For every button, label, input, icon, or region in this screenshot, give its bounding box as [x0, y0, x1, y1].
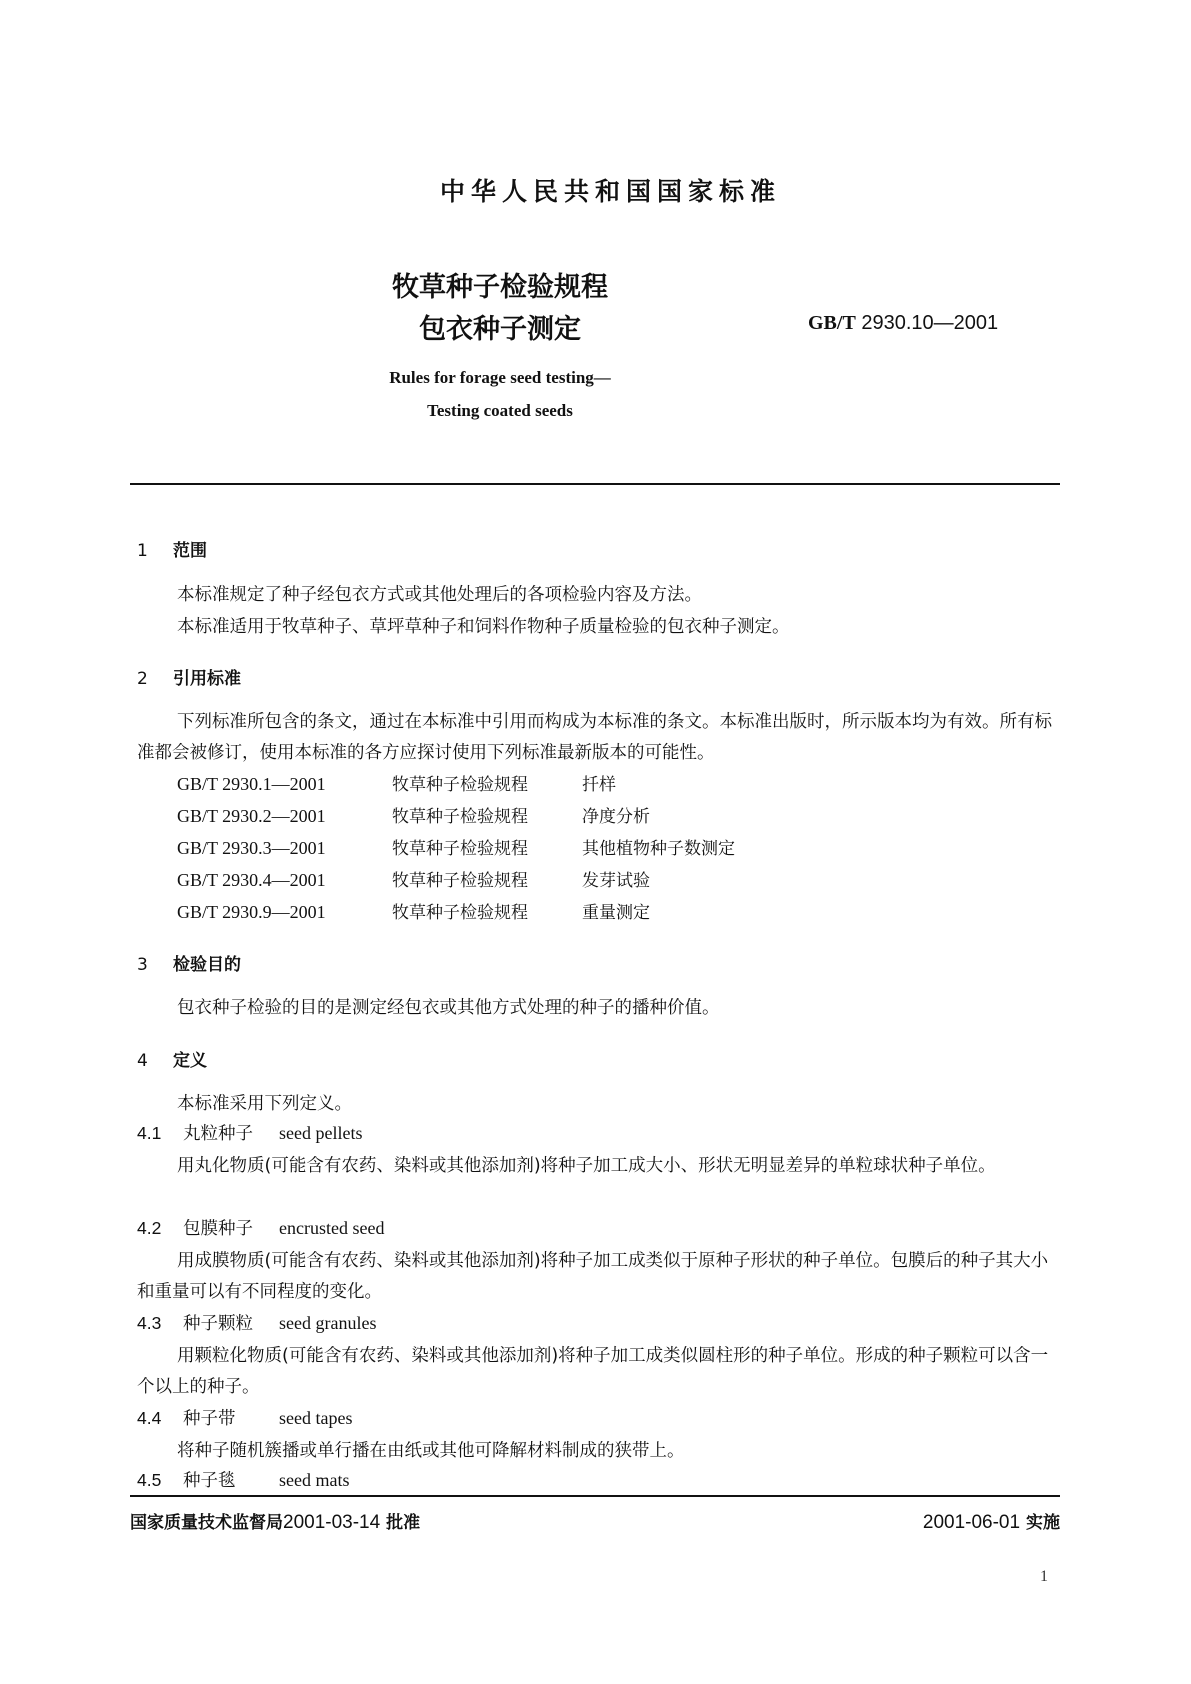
reference-part: 扦样	[582, 775, 616, 795]
reference-row	[177, 866, 650, 891]
definition-term: 包膜种子	[183, 1219, 253, 1239]
section-1-para-1: 本标准规定了种子经包衣方式或其他处理后的各项检验内容及方法。	[177, 585, 702, 605]
reference-name: 牧草种子检验规程	[392, 871, 528, 891]
standard-code: 2930.10—2001	[861, 312, 999, 334]
reference-part: 其他植物种子数测定	[582, 839, 735, 859]
definition-term-en: encrusted seed	[279, 1218, 385, 1238]
reference-name: 牧草种子检验规程	[392, 807, 528, 827]
standard-number	[808, 312, 998, 335]
definition-term-en: seed pellets	[279, 1123, 363, 1143]
section-4-heading	[137, 1046, 207, 1071]
definition-text: 将种子随机簇播或单行播在由纸或其他可降解材料制成的狭带上。	[177, 1441, 685, 1461]
definition-text: 用丸化物质(可能含有农药、染料或其他添加剂)将种子加工成大小、形状无明显差异的单粒球状种子单位。	[177, 1156, 996, 1176]
reference-code: GB/T 2930.2—2001	[177, 806, 326, 826]
definition-text: 用颗粒化物质(可能含有农药、染料或其他添加剂)将种子加工成类似圆柱形的种子单位。形成的种子颗粒可以含一个以上的种子。	[137, 1346, 1049, 1397]
section-1-para-2: 本标准适用于牧草种子、草坪草种子和饲料作物种子质量检验的包衣种子测定。	[177, 617, 790, 637]
definition-number: 4.4	[137, 1408, 162, 1428]
definition-term-en: seed granules	[279, 1313, 377, 1333]
section-title: 定义	[173, 1051, 207, 1071]
reference-code: GB/T 2930.9—2001	[177, 902, 326, 922]
section-number: 1	[137, 541, 148, 561]
footer-divider	[130, 1495, 1060, 1497]
section-number: 4	[137, 1051, 148, 1071]
section-1-heading	[137, 536, 207, 561]
implementation-date: 2001-06-01	[922, 1512, 1021, 1533]
title-cn-line1: 牧草种子检验规程	[392, 272, 608, 303]
approval-label: 批准	[386, 1513, 421, 1533]
title-en-line1: Rules for forage seed testing—	[389, 368, 611, 387]
header-divider	[130, 483, 1060, 485]
definition-term-en: seed tapes	[279, 1408, 353, 1428]
section-2-para-1: 下列标准所包含的条文，通过在本标准中引用而构成为本标准的条文。本标准出版时，所示版本均为有效。所有标准都会被修订，使用本标准的各方应探讨使用下列标准最新版本的可能性。	[137, 712, 1052, 763]
reference-row	[177, 802, 650, 827]
title-en-line2: Testing coated seeds	[427, 401, 573, 420]
definition-number: 4.5	[137, 1470, 162, 1490]
definition-term-en: seed mats	[279, 1470, 350, 1490]
definition-heading	[137, 1215, 384, 1240]
definition-text: 用成膜物质(可能含有农药、染料或其他添加剂)将种子加工成类似于原种子形状的种子单位。包膜后的种子其大小和重量可以有不同程度的变化。	[137, 1251, 1049, 1302]
section-title: 引用标准	[173, 669, 241, 689]
title-cn-line2: 包衣种子测定	[419, 314, 581, 345]
standard-prefix: GB/T	[808, 312, 856, 334]
reference-part: 重量测定	[582, 903, 650, 923]
section-title: 检验目的	[173, 955, 241, 975]
definition-term: 种子毯	[183, 1471, 236, 1491]
approval-info	[130, 1508, 420, 1534]
definition-heading	[137, 1120, 362, 1145]
section-number: 2	[137, 669, 148, 689]
section-3-para-1: 包衣种子检验的目的是测定经包衣或其他方式处理的种子的播种价值。	[177, 998, 720, 1018]
reference-part: 净度分析	[582, 807, 650, 827]
section-3-heading	[137, 950, 241, 975]
definition-number: 4.2	[137, 1218, 162, 1238]
reference-code: GB/T 2930.3—2001	[177, 838, 326, 858]
reference-name: 牧草种子检验规程	[392, 775, 528, 795]
definition-term: 种子颗粒	[183, 1314, 253, 1334]
definition-number: 4.3	[137, 1313, 162, 1333]
definition-number: 4.1	[137, 1123, 162, 1143]
section-title: 范围	[173, 541, 207, 561]
implementation-info	[923, 1508, 1060, 1534]
section-4-para-1: 本标准采用下列定义。	[177, 1094, 352, 1114]
reference-row	[177, 770, 616, 795]
implementation-label: 实施	[1026, 1513, 1060, 1533]
definition-heading	[137, 1405, 352, 1430]
approval-org: 国家质量技术监督局	[130, 1513, 283, 1533]
reference-code: GB/T 2930.4—2001	[177, 870, 326, 890]
page-number: 1	[1040, 1568, 1048, 1585]
reference-row	[177, 834, 735, 859]
definition-heading	[137, 1467, 349, 1492]
approval-date: 2001-03-14	[283, 1512, 381, 1533]
reference-name: 牧草种子检验规程	[392, 903, 528, 923]
definition-term: 丸粒种子	[183, 1124, 253, 1144]
reference-part: 发芽试验	[582, 871, 650, 891]
section-number: 3	[137, 955, 148, 975]
reference-row	[177, 898, 650, 923]
reference-code: GB/T 2930.1—2001	[177, 774, 326, 794]
national-standard-heading: 中华人民共和国国家标准	[439, 177, 781, 206]
section-2-heading	[137, 664, 241, 689]
definition-term: 种子带	[183, 1409, 236, 1429]
definition-heading	[137, 1310, 376, 1335]
reference-name: 牧草种子检验规程	[392, 839, 528, 859]
